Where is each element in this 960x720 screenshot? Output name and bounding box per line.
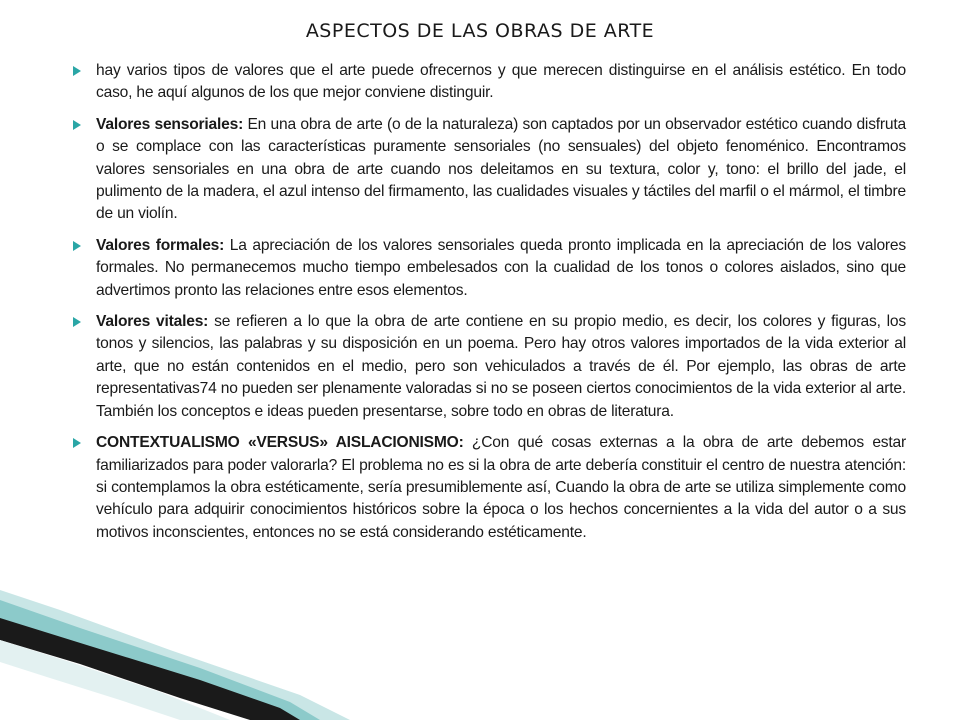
swoosh-light-band <box>0 590 350 720</box>
triangle-right-bullet-icon <box>72 240 82 252</box>
bullet-lead: CONTEXTUALISMO «VERSUS» AISLACIONISMO: <box>96 434 464 452</box>
bullet-text: En una obra de arte (o de la naturaleza) son captados por un observador estético cuando disfruta o se complace con las características puramente sensoriales (no sensuales) del objeto fenoménico. Encontramos valores sensoriales en una obra de arte cuando nos deleitamos en su textura, color y, tono: el brillo del jade, el pulimento de la madera, el azul intenso del firmamento, las cualidades visuales y táctiles del marfil o el mármol, el timbre de un violín. <box>96 115 907 223</box>
bullet-item <box>72 432 906 544</box>
bullet-lead: Valores vitales: <box>96 313 209 331</box>
bullet-item <box>72 114 906 226</box>
bullet-item <box>72 235 906 302</box>
triangle-right-bullet-icon <box>72 119 82 131</box>
bullet-text: La apreciación de los valores sensoriales queda pronto implicada en la apreciación de los valores formales. No permanecemos mucho tiempo embelesados con la cualidad de los tonos o colores aislados, sino que advertimos pronto las relaciones entre esos elementos. <box>96 236 906 299</box>
slide-title: ASPECTOS DE LAS OBRAS DE ARTE <box>305 20 655 42</box>
bullet-text: se refieren a lo que la obra de arte contiene en su propio medio, es decir, los colores y figuras, los tonos y silencios, las palabras y su disposición en un poema. Pero hay otros valores importados de la vida exterior al arte, que no están contenidos en el medio, pero son vehiculados a través de él. Por ejemplo, las obras de arte representativas74 no pueden ser plenamente valoradas si no se poseen ciertos conocimientos de la vida exterior al arte. También los conceptos e ideas pueden presentarse, sobre todo en obras de literatura. <box>96 313 906 420</box>
bullet-lead: Valores sensoriales: <box>96 115 244 133</box>
triangle-right-bullet-icon <box>72 65 82 77</box>
bullet-item <box>72 60 906 105</box>
swoosh-pale-band <box>0 640 230 720</box>
bullet-lead: Valores formales: <box>96 236 225 254</box>
bullet-text: ¿Con qué cosas externas a la obra de arte debemos estar familiarizados para poder valorarla? El problema no es si la obra de arte debería constituir el centro de nuestra atención: si contemplamos la obra estéticamente, sería presumiblemente así, Cuando la obra de arte se utiliza simplemente como vehículo para adquirir conocimientos históricos sobre la época o los hechos concernientes a la vida del autor o a sus motivos inconscientes, entonces no se está considerando estéticamente. <box>96 434 906 541</box>
bullet-list <box>72 60 906 553</box>
swoosh-teal-band <box>0 600 320 720</box>
bullet-item <box>72 311 906 423</box>
triangle-right-bullet-icon <box>72 316 82 328</box>
bullet-text: hay varios tipos de valores que el arte puede ofrecernos y que merecen distinguirse en el análisis estético. En todo caso, he aquí algunos de los que mejor conviene distinguir. <box>96 62 906 102</box>
triangle-right-bullet-icon <box>72 437 82 449</box>
swoosh-dark-band <box>0 618 300 720</box>
